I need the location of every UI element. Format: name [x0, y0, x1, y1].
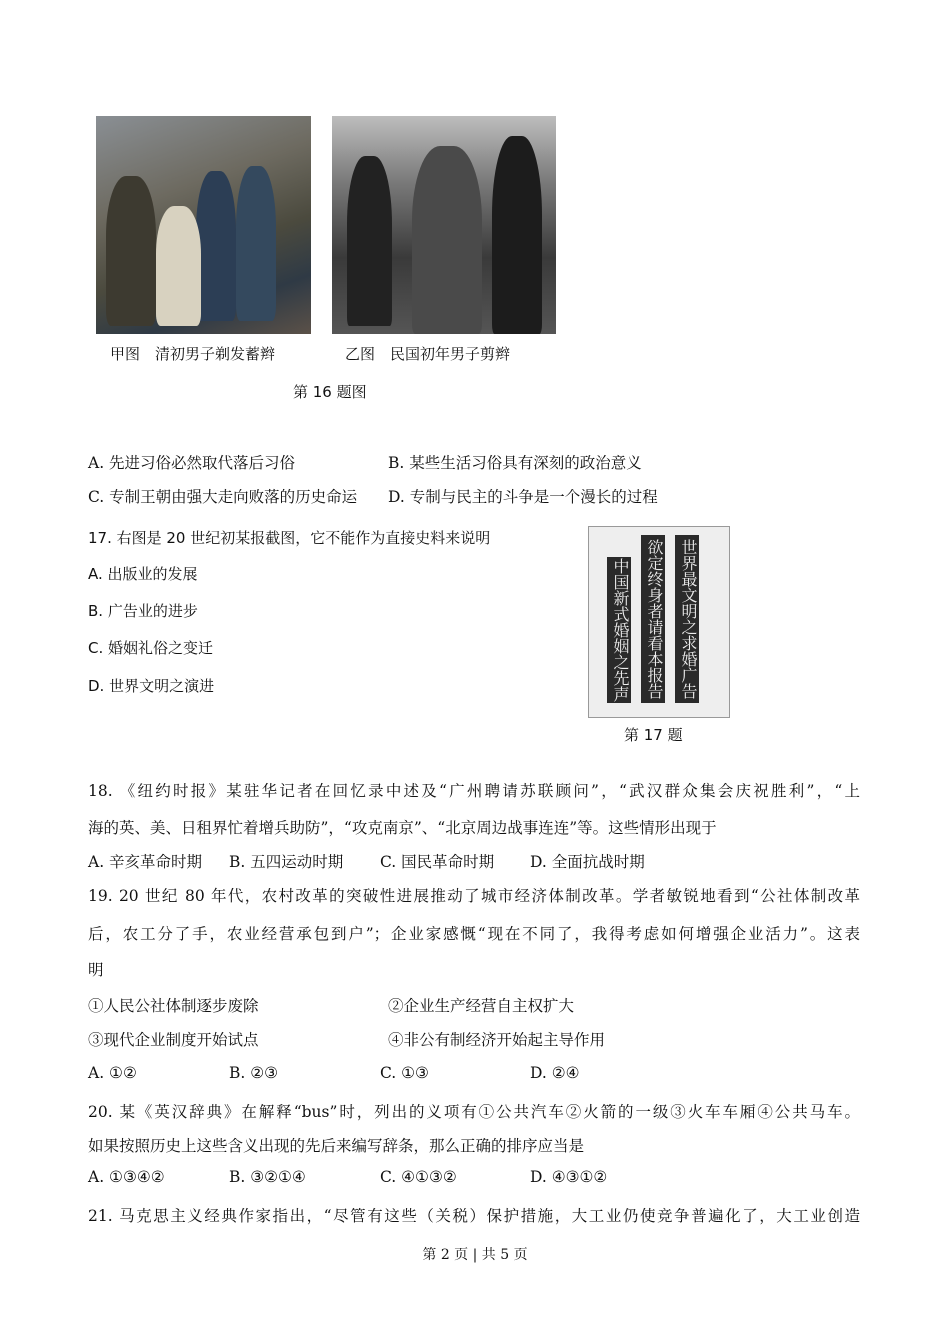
- q18-stem-line2: 海的英、美、日租界忙着增兵助防”，“攻克南京”、“北京周边战事连连”等。这些情形出现于: [88, 819, 717, 837]
- q19-item-4: ④非公有制经济开始起主导作用: [388, 1031, 606, 1049]
- q17-option-b: B. 广告业的进步: [88, 602, 198, 620]
- q19-option-c: C. ①③: [380, 1064, 429, 1082]
- q20-stem-line2: 如果按照历史上这些含义出现的先后来编写辞条，那么正确的排序应当是: [88, 1137, 585, 1155]
- q20-stem-line1: 20. 某《英汉辞典》在解释“bus”时，列出的义项有①公共汽车②火箭的一级③火车车厢④公共马车。: [88, 1103, 860, 1121]
- newspaper-headline: 世界最文明之求婚广告: [675, 535, 699, 703]
- q19-stem-line1: 19. 20 世纪 80 年代，农村改革的突破性进展推动了城市经济体制改革。学者敏锐地看到“公社体制改革: [88, 887, 860, 905]
- q18-option-b: B. 五四运动时期: [229, 853, 344, 871]
- q21-stem-line1: 21. 马克思主义经典作家指出，“尽管有这些（关税）保护措施，大工业仍使竞争普遍化了，大工业创造: [88, 1207, 860, 1225]
- painting-qing-queue-image: [96, 116, 311, 334]
- q20-option-c: C. ④①③②: [380, 1168, 457, 1186]
- photo-cutting-queue-image: [332, 116, 556, 334]
- q17-option-c: C. 婚姻礼俗之变迁: [88, 639, 214, 657]
- q16-option-a: A. 先进习俗必然取代落后习俗: [88, 454, 296, 472]
- q17-option-d: D. 世界文明之演进: [88, 677, 215, 695]
- q16-option-c: C. 专制王朝由强大走向败落的历史命运: [88, 488, 358, 506]
- page-footer: 第 2 页 | 共 5 页: [422, 1247, 528, 1263]
- q20-option-d: D. ④③①②: [530, 1168, 608, 1186]
- newspaper-clipping-image: [588, 526, 730, 718]
- figure17-caption: 第 17 题: [624, 726, 683, 744]
- q19-item-2: ②企业生产经营自主权扩大: [388, 997, 575, 1015]
- q18-stem-line1: 18. 《纽约时报》某驻华记者在回忆录中述及“广州聘请苏联顾问”，“武汉群众集会庆祝胜利”，“上: [88, 782, 860, 800]
- q19-stem-line2: 后，农工分了手，农业经营承包到户”；企业家感慨“现在不同了，我得考虑如何增强企业活力”。这表: [88, 925, 860, 943]
- q19-option-b: B. ②③: [229, 1064, 279, 1082]
- q20-option-b: B. ③②①④: [229, 1168, 306, 1186]
- figure16-title: 第 16 题图: [293, 383, 367, 401]
- q17-option-a: A. 出版业的发展: [88, 565, 198, 583]
- q19-item-3: ③现代企业制度开始试点: [88, 1031, 259, 1049]
- q18-option-d: D. 全面抗战时期: [530, 853, 645, 871]
- newspaper-headline: 中国新式婚姻之先声: [607, 557, 631, 703]
- q16-option-b: B. 某些生活习俗具有深刻的政治意义: [388, 454, 642, 472]
- newspaper-headline: 欲定终身者请看本报告: [641, 535, 665, 703]
- figure-b-caption: 乙图 民国初年男子剪辫: [345, 345, 511, 363]
- q19-item-1: ①人民公社体制逐步废除: [88, 997, 259, 1015]
- q19-stem-line3: 明: [88, 961, 104, 979]
- q18-option-a: A. 辛亥革命时期: [88, 853, 203, 871]
- q18-option-c: C. 国民革命时期: [380, 853, 495, 871]
- q19-option-d: D. ②④: [530, 1064, 580, 1082]
- q16-option-d: D. 专制与民主的斗争是一个漫长的过程: [388, 488, 658, 506]
- q20-option-a: A. ①③④②: [88, 1168, 165, 1186]
- q19-option-a: A. ①②: [88, 1064, 137, 1082]
- q17-stem: 17. 右图是 20 世纪初某报截图，它不能作为直接史料来说明: [88, 529, 491, 547]
- figure-a-caption: 甲图 清初男子剃发蓄辫: [110, 345, 276, 363]
